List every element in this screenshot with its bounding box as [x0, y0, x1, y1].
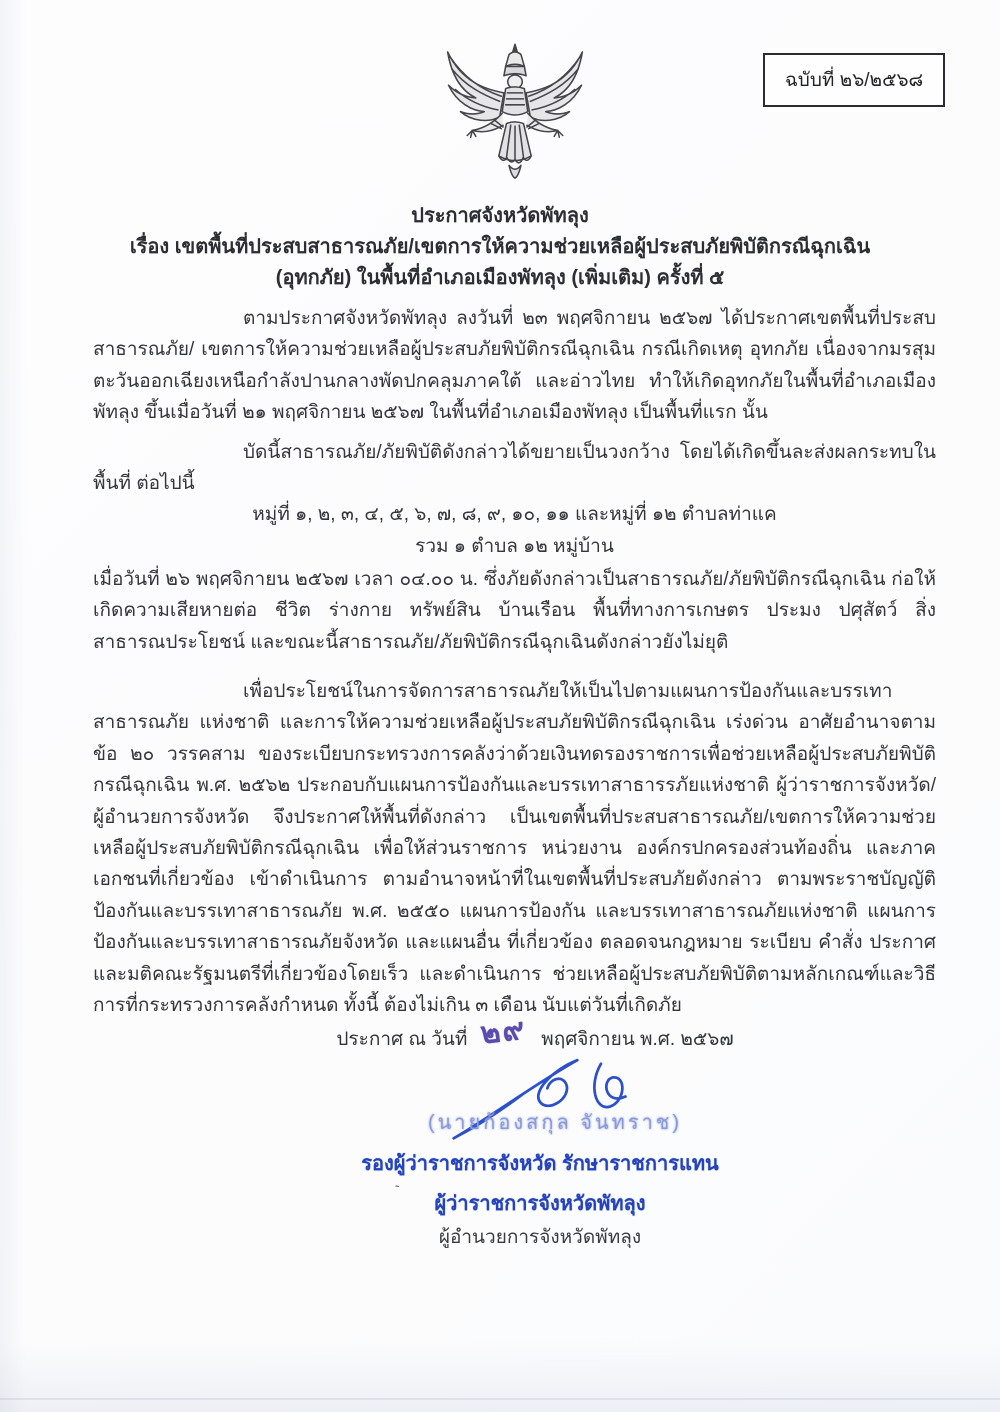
paragraph-2: บัดนี้สาธารณภัย/ภัยพิบัติดังกล่าวได้ขยายเป็นวงกว้าง โดยได้เกิดขึ้นละส่งผลกระทบในพื้นที่ ต่อไปนี้ [93, 442, 936, 495]
handwritten-day: ๒๙ [479, 1012, 529, 1051]
affected-area-line: หมู่ที่ ๑, ๒, ๓, ๔, ๕, ๖, ๗, ๘, ๙, ๑๐, ๑๑ และหมู่ที่ ๑๒ ตำบลท่าแค [252, 504, 777, 525]
paragraph-4: เพื่อประโยชน์ในการจัดการสาธารณภัยให้เป็นไปตามแผนการป้องกันและบรรเทาสาธารณภัย แห่งชาติ และการให้ความช่วยเหลือผู้ประสบภัยพิบัติกรณีฉุกเฉิน เร่งด่วน อาศัยอำนาจตาม ข้อ ๒๐ วรรคสาม ของระเบียบกระทรวงการคลังว่าด้วยเงินทดรองราชการเพื่อช่วยเหลือผู้ประสบภัยพิบัติกรณีฉุกเฉิน พ.ศ. ๒๕๖๒ ประกอบกับแผนการป้องกันและบรรเทาสาธารรภัยแห่งชาติ ผู้ว่าราชการจังหวัด/ผู้อำนวยการจังหวัด จึงประกาศให้พื้นที่ดังกล่าว เป็นเขตพื้นที่ประสบสาธารณภัย/เขตการให้ความช่วยเหลือผู้ประสบภัยพิบัติกรณีฉุกเฉิน เพื่อให้ส่วนราชการ หน่วยงาน องค์กรปกครองส่วนท้องถิ่น และภาคเอกชนที่เกี่ยวข้อง เข้าดำเนินการ ตามอำนาจหน้าที่ในเขตพื้นที่ประสบภัยดังกล่าว ตามพระราชบัญญัติป้องกันและบรรเทาสาธารณภัย พ.ศ. ๒๕๕๐ แผนการป้องกัน และบรรเทาสาธารณภัยแห่งชาติ แผนการป้องกันและบรรเทาสาธารณภัยจังหวัด และแผนอื่น ที่เกี่ยวข้อง ตลอดจนกฎหมาย ระเบียบ คำสั่ง ประกาศ และมติคณะรัฐมนตรีที่เกี่ยวข้องโดยเร็ว และดำเนินการ ช่วยเหลือผู้ประสบภัยพิบัติตามหลักเกณฑ์และวิธีการที่กระทรวงการคลังกำหนด ทั้งนี้ ต้องไม่เกิน ๓ เดือน นับแต่วันที่เกิดภัย [93, 681, 936, 1017]
copy-number-box [763, 53, 945, 107]
copy-number-label: ฉบับที่ ๒๖/๒๕๖๘ [784, 70, 924, 91]
signature-block [300, 1106, 780, 1252]
promulgation-suffix: พฤศจิกายน พ.ศ. ๒๕๖๗ [541, 1029, 734, 1050]
subject-line-2: (อุทกภัย) ในพื้นที่อำเภอเมืองพัทลุง (เพิ่มเติม) ครั้งที่ ๕ [275, 267, 725, 289]
signer-name-stamp: (นายก้องสกุล จันทราช) [427, 1112, 683, 1134]
promulgation-prefix: ประกาศ ณ วันที่ [336, 1029, 468, 1050]
document-title: ประกาศจังหวัดพัทลุง [411, 205, 589, 227]
stray-ink-mark: ` [393, 1182, 407, 1201]
scan-bottom-line [0, 1398, 1000, 1400]
area-summary-line: รวม ๑ ตำบล ๑๒ หมู่บ้าน [415, 536, 614, 557]
title-block [0, 201, 1000, 294]
signer-position-acting: รองผู้ว่าราชการจังหวัด รักษาราชการแทน [361, 1153, 719, 1175]
scan-bottom-shadow [0, 1342, 1000, 1412]
subject-line-1: เรื่อง เขตพื้นที่ประสบสาธารณภัย/เขตการให้ความช่วยเหลือผู้ประสบภัยพิบัติกรณีฉุกเฉิน [129, 236, 871, 258]
paragraph-1: ตามประกาศจังหวัดพัทลุง ลงวันที่ ๒๓ พฤศจิกายน ๒๕๖๗ ได้ประกาศเขตพื้นที่ประสบสาธารณภัย/ เขตการให้ความช่วยเหลือผู้ประสบภัยพิบัติกรณีฉุกเฉิน กรณีเกิดเหตุ อุทกภัย เนื่องจากมรสุม ตะวันออกเฉียงเหนือกำลังปานกลางพัดปกคลุมภาคใต้ และอ่าวไทย ทำให้เกิดอุทกภัยในพื้นที่อำเภอเมืองพัทลุง ขึ้นเมื่อวันที่ ๒๑ พฤศจิกายน ๒๕๖๗ ในพื้นที่อำเภอเมืองพัทลุง เป็นพื้นที่แรก นั้น [93, 308, 936, 424]
garuda-emblem-icon [428, 40, 602, 202]
paragraph-3: เมื่อวันที่ ๒๖ พฤศจิกายน ๒๕๖๗ เวลา ๐๔.๐๐ น. ซึ่งภัยดังกล่าวเป็นสาธารณภัย/ภัยพิบัติกรณีฉุกเฉิน ก่อให้เกิดความเสียหายต่อ ชีวิต ร่างกาย ทรัพย์สิน บ้านเรือน พื้นที่ทางการเกษตร ประมง ปศุสัตว์ สิ่งสาธารณประโยชน์ และขณะนี้สาธารณภัย/ภัยพิบัติกรณีฉุกเฉินดังกล่าวยังไม่ยุติ [93, 569, 936, 653]
signer-position-director: ผู้อำนวยการจังหวัดพัทลุง [438, 1227, 642, 1248]
signer-position-governor: ผู้ว่าราชการจังหวัดพัทลุง [434, 1193, 646, 1215]
